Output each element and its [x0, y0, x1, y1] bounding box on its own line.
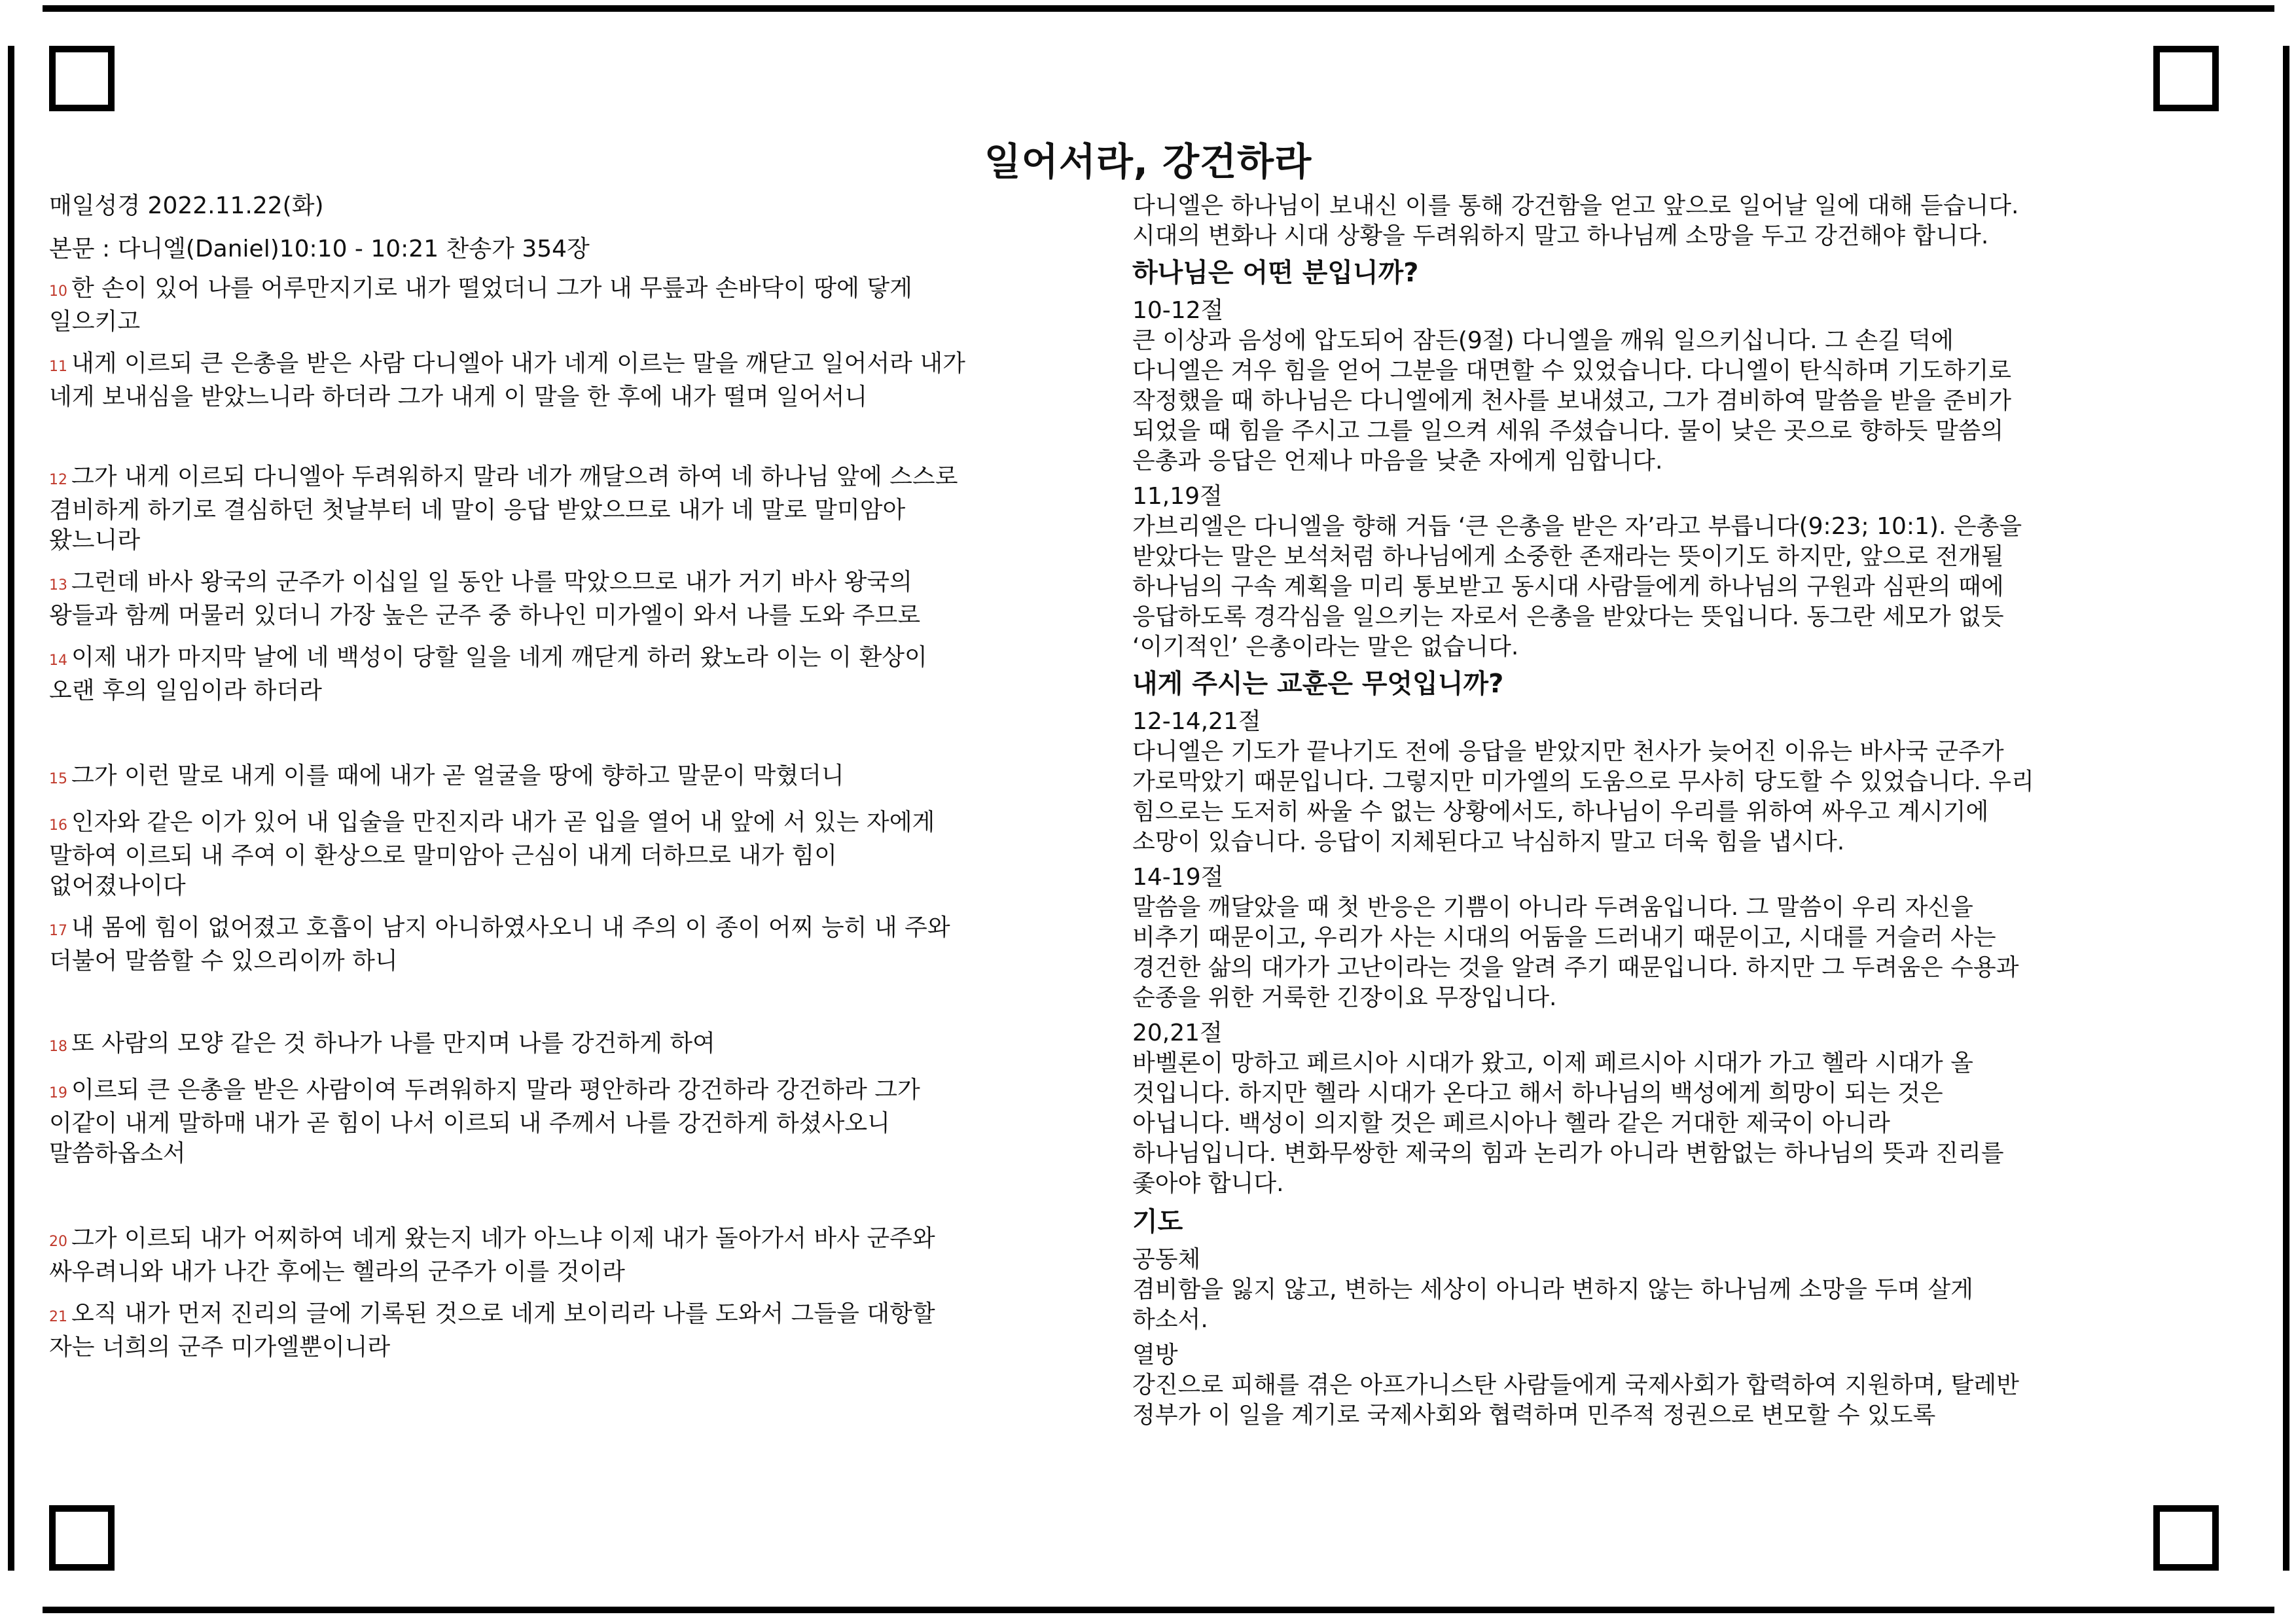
section-text: 은총과 응답은 언제나 마음을 낮춘 자에게 임합니다. — [1132, 448, 1663, 474]
verse-number: 13 — [49, 577, 67, 594]
prayer-text: 하소서. — [1132, 1306, 1208, 1333]
prayer-text: 강진으로 피해를 겪은 아프가니스탄 사람들에게 국제사회가 합력하여 지원하며, 탈레반 — [1132, 1372, 2019, 1399]
section-heading: 내게 주시는 교훈은 무엇입니까? — [1132, 669, 1504, 699]
verse-text: 오직 내가 먼저 진리의 글에 기록된 것으로 네게 보이리라 나를 도와서 그들을 대항할 — [71, 1300, 935, 1327]
section-reference: 11,19절 — [1132, 483, 1223, 510]
verse-16 — [49, 808, 1129, 901]
verse-number: 16 — [49, 817, 67, 834]
verse-text: 오랜 후의 일임이라 하더라 — [49, 677, 322, 704]
section-text: 다니엘은 기도가 끝나기도 전에 응답을 받았지만 천사가 늦어진 이유는 바사국 군주가 — [1132, 738, 2004, 765]
verse-14 — [49, 643, 1129, 706]
verse-text: 내게 이르되 큰 은총을 받은 사람 다니엘아 내가 네게 이르는 말을 깨닫고 일어서라 내가 — [71, 350, 965, 377]
verse-text: 이르되 큰 은총을 받은 사람이여 두려워하지 말라 평안하라 강건하라 강건하라 그가 — [71, 1077, 920, 1103]
verse-text: 싸우려니와 내가 나간 후에는 헬라의 군주가 이를 것이라 — [49, 1258, 625, 1285]
section-text: 좇아야 합니다. — [1132, 1170, 1284, 1197]
verse-11 — [49, 349, 1129, 412]
verse-text: 그런데 바사 왕국의 군주가 이십일 일 동안 나를 막았으므로 내가 거기 바사 왕국의 — [71, 569, 912, 596]
verse-text: 없어졌나이다 — [49, 872, 186, 899]
section-heading: 기도 — [1132, 1207, 1183, 1237]
section-reference: 10-12절 — [1132, 297, 1224, 324]
section-reference: 20,21절 — [1132, 1020, 1223, 1046]
verse-text: 인자와 같은 이가 있어 내 입술을 만진지라 내가 곧 입을 열어 내 앞에 서 있는 자에게 — [71, 809, 935, 836]
intro-text: 시대의 변화나 시대 상황을 두려워하지 말고 하나님께 소망을 두고 강건해야 합니다. — [1132, 223, 1989, 249]
verse-18 — [49, 1029, 1129, 1062]
verse-21 — [49, 1299, 1129, 1363]
frame-left-line — [8, 46, 14, 1571]
frame-bottom-line — [43, 1607, 2274, 1613]
verse-text: 말하여 이르되 내 주여 이 환상으로 말미암아 근심이 내게 더하므로 내가 힘이 — [49, 842, 837, 869]
verse-text: 그가 이런 말로 내게 이를 때에 내가 곧 얼굴을 땅에 향하고 말문이 막혔더니 — [71, 762, 844, 789]
frame-corner-top-right — [2153, 46, 2219, 111]
verse-text: 한 손이 있어 나를 어루만지기로 내가 떨었더니 그가 내 무릎과 손바닥이 땅에 닿게 — [71, 275, 912, 302]
verse-text: 왕들과 함께 머물러 있더니 가장 높은 군주 중 하나인 미가엘이 와서 나를 도와 주므로 — [49, 602, 921, 629]
section-text: 되었을 때 힘을 주시고 그를 일으켜 세워 주셨습니다. 물이 낮은 곳으로 향하듯 말씀의 — [1132, 418, 2004, 444]
verse-number: 17 — [49, 923, 67, 939]
section-text: 아닙니다. 백성이 의지할 것은 페르시아나 헬라 같은 거대한 제국이 아니라 — [1132, 1110, 1890, 1137]
verse-number: 19 — [49, 1085, 67, 1101]
section-text: 작정했을 때 하나님은 다니엘에게 천사를 보내셨고, 그가 겸비하여 말씀을 받을 준비가 — [1132, 387, 2012, 414]
section-reference: 14-19절 — [1132, 864, 1224, 891]
section-text: 바벨론이 망하고 페르시아 시대가 왔고, 이제 페르시아 시대가 가고 헬라 시대가 올 — [1132, 1050, 1973, 1077]
prayer-label: 열방 — [1132, 1342, 1178, 1368]
section-reference: 12-14,21절 — [1132, 708, 1261, 735]
verse-text: 이같이 내게 말하매 내가 곧 힘이 나서 이르되 내 주께서 나를 강건하게 하셨사오니 — [49, 1110, 890, 1137]
passage-line: 본문 : 다니엘(Daniel)10:10 - 10:21 찬송가 354장 — [49, 236, 590, 262]
frame-top-line — [43, 5, 2274, 12]
section-text: 것입니다. 하지만 헬라 시대가 온다고 해서 하나님의 백성에게 희망이 되는 것은 — [1132, 1080, 1943, 1107]
verse-text: 그가 내게 이르되 다니엘아 두려워하지 말라 네가 깨달으려 하여 네 하나님 앞에 스스로 — [71, 463, 958, 490]
verse-text: 더불어 말씀할 수 있으리이까 하니 — [49, 948, 398, 974]
verse-text: 이제 내가 마지막 날에 네 백성이 당할 일을 네게 깨닫게 하러 왔노라 이는 이 환상이 — [71, 644, 927, 671]
verse-number: 20 — [49, 1234, 67, 1250]
prayer-label: 공동체 — [1132, 1246, 1201, 1273]
verse-text: 말씀하옵소서 — [49, 1140, 186, 1167]
verse-20 — [49, 1224, 1129, 1287]
verse-10 — [49, 274, 1129, 337]
section-text: 힘으로는 도저히 싸울 수 없는 상황에서도, 하나님이 우리를 위하여 싸우고 계시기에 — [1132, 798, 1989, 825]
section-heading: 하나님은 어떤 분입니까? — [1132, 258, 1419, 288]
verse-19 — [49, 1075, 1129, 1169]
verse-number: 12 — [49, 472, 67, 488]
section-text: 큰 이상과 음성에 압도되어 잠든(9절) 다니엘을 깨워 일으키십니다. 그 손길 덕에 — [1132, 327, 1954, 354]
section-text: 순종을 위한 거룩한 긴장이요 무장입니다. — [1132, 984, 1557, 1011]
frame-right-line — [2283, 46, 2289, 1571]
prayer-text: 정부가 이 일을 계기로 국제사회와 협력하며 민주적 정권으로 변모할 수 있도록 — [1132, 1402, 1936, 1429]
frame-corner-bottom-left — [49, 1505, 115, 1571]
verse-number: 10 — [49, 283, 67, 300]
verse-text: 자는 너희의 군주 미가엘뿐이니라 — [49, 1334, 391, 1361]
verse-text: 왔느니라 — [49, 527, 141, 554]
frame-corner-top-left — [49, 46, 115, 111]
section-text: 경건한 삶의 대가가 고난이라는 것을 알려 주기 때문입니다. 하지만 그 두려움은 수용과 — [1132, 954, 2019, 981]
verse-13 — [49, 567, 1129, 631]
verse-text: 겸비하게 하기로 결심하던 첫날부터 네 말이 응답 받았으므로 내가 네 말로 말미암아 — [49, 497, 906, 524]
section-text: 말씀을 깨달았을 때 첫 반응은 기쁨이 아니라 두려움입니다. 그 말씀이 우리 자신을 — [1132, 894, 1973, 921]
verse-number: 21 — [49, 1309, 67, 1325]
date-line: 매일성경 2022.11.22(화) — [49, 192, 324, 219]
section-text: 비추기 때문이고, 우리가 사는 시대의 어둠을 드러내기 때문이고, 시대를 거슬러 사는 — [1132, 924, 1996, 951]
verse-text: 또 사람의 모양 같은 것 하나가 나를 만지며 나를 강건하게 하여 — [71, 1030, 715, 1057]
section-text: ‘이기적인’ 은총이라는 말은 없습니다. — [1132, 633, 1519, 660]
verse-text: 네게 보내심을 받았느니라 하더라 그가 내게 이 말을 한 후에 내가 떨며 일어서니 — [49, 383, 868, 410]
section-text: 하나님입니다. 변화무쌍한 제국의 힘과 논리가 아니라 변함없는 하나님의 뜻과 진리를 — [1132, 1140, 2004, 1167]
verse-number: 18 — [49, 1039, 67, 1055]
section-text: 응답하도록 경각심을 일으키는 자로서 은총을 받았다는 뜻입니다. 동그란 세모가 없듯 — [1132, 603, 2004, 630]
section-text: 다니엘은 겨우 힘을 얻어 그분을 대면할 수 있었습니다. 다니엘이 탄식하며 기도하기로 — [1132, 357, 2012, 384]
commentary-column — [1132, 191, 2219, 1431]
scripture-column — [49, 191, 1129, 1363]
verse-text: 그가 이르되 내가 어찌하여 네게 왔는지 네가 아느냐 이제 내가 돌아가서 바사 군주와 — [71, 1225, 935, 1252]
section-text: 소망이 있습니다. 응답이 지체된다고 낙심하지 말고 더욱 힘을 냅시다. — [1132, 829, 1845, 855]
verse-number: 15 — [49, 771, 67, 787]
verse-15 — [49, 761, 1129, 794]
frame-corner-bottom-right — [2153, 1505, 2219, 1571]
verse-number: 11 — [49, 359, 67, 375]
section-text: 가브리엘은 다니엘을 향해 거듭 ‘큰 은총을 받은 자’라고 부릅니다(9:23; 10:1). 은총을 — [1132, 513, 2022, 540]
verse-text: 일으키고 — [49, 308, 141, 335]
verse-17 — [49, 913, 1129, 976]
page-title: 일어서라, 강건하라 — [984, 139, 1312, 184]
section-text: 하나님의 구속 계획을 미리 통보받고 동시대 사람들에게 하나님의 구원과 심판의 때에 — [1132, 573, 2004, 600]
verse-number: 14 — [49, 652, 67, 669]
verse-12 — [49, 462, 1129, 556]
section-text: 가로막았기 때문입니다. 그렇지만 미가엘의 도움으로 무사히 당도할 수 있었습니다. 우리 — [1132, 768, 2034, 795]
intro-text: 다니엘은 하나님이 보내신 이를 통해 강건함을 얻고 앞으로 일어날 일에 대해 듣습니다. — [1132, 192, 2019, 219]
section-text: 받았다는 말은 보석처럼 하나님에게 소중한 존재라는 뜻이기도 하지만, 앞으로 전개될 — [1132, 543, 2004, 570]
verse-text: 내 몸에 힘이 없어졌고 호흡이 남지 아니하였사오니 내 주의 이 종이 어찌 능히 내 주와 — [71, 914, 950, 941]
prayer-text: 겸비함을 잃지 않고, 변하는 세상이 아니라 변하지 않는 하나님께 소망을 두며 살게 — [1132, 1276, 1973, 1303]
